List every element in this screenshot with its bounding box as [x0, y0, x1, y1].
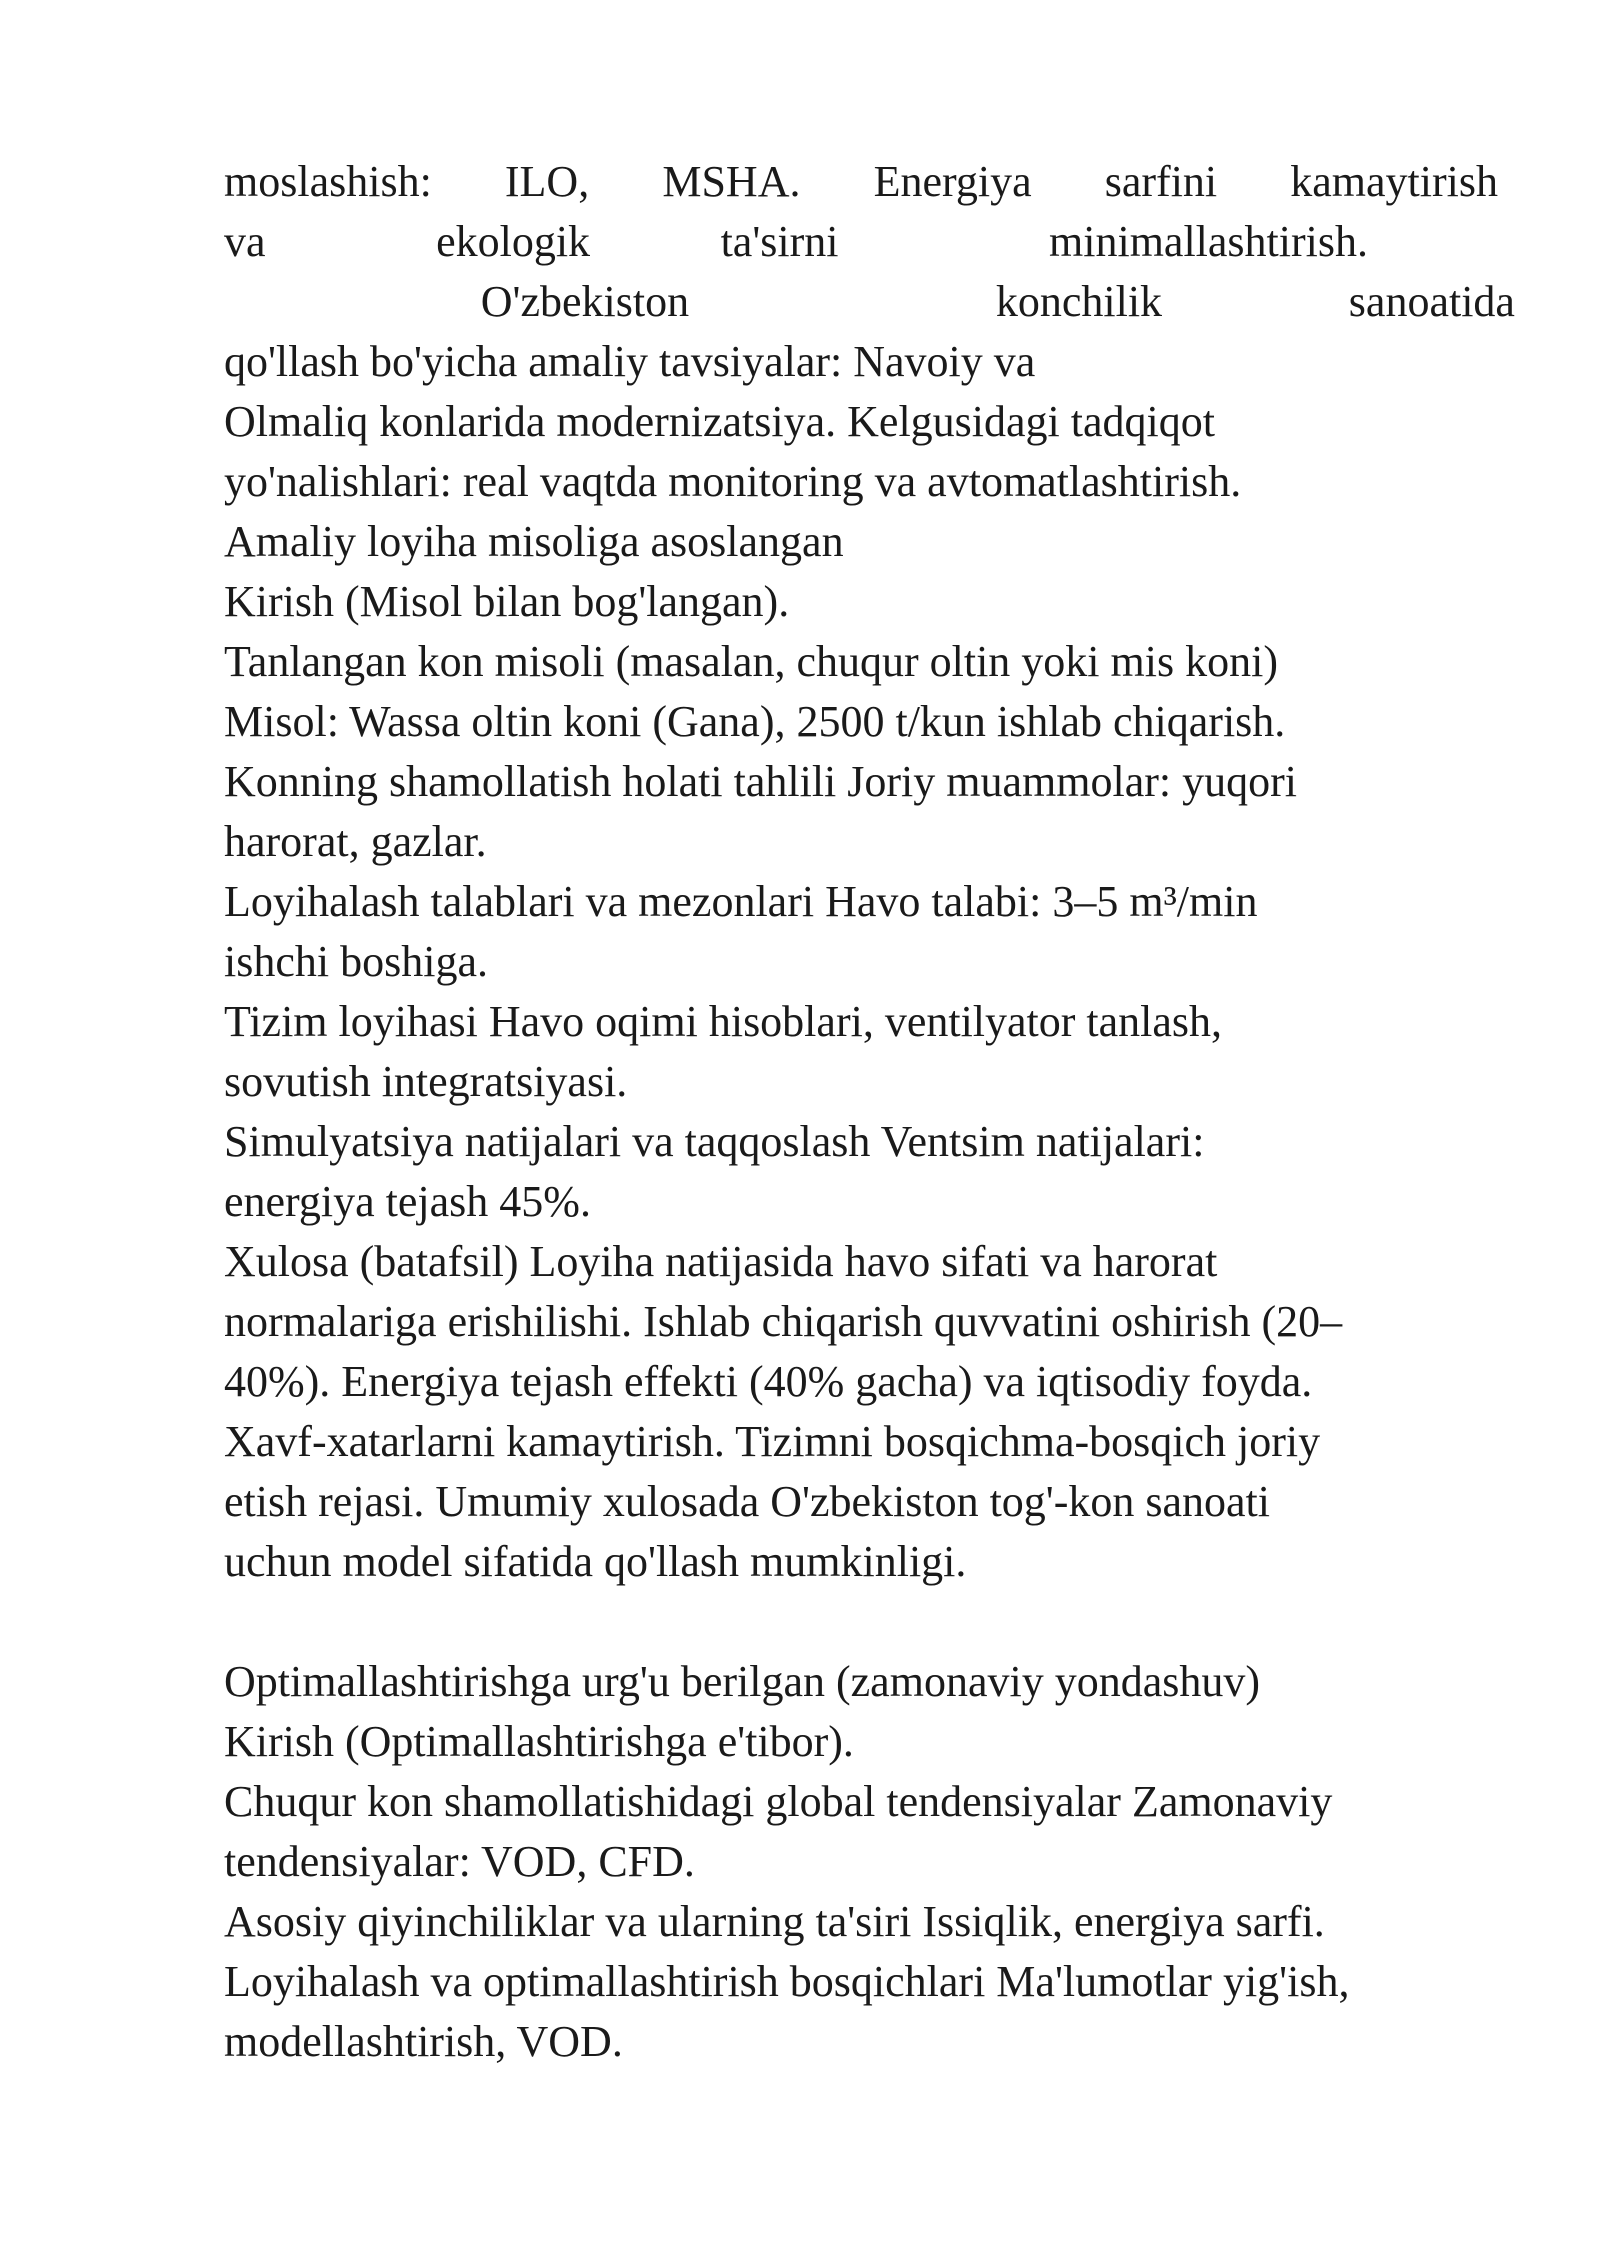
text-line: energiya tejash 45%. — [224, 1177, 591, 1226]
word: ta'sirni — [720, 217, 839, 266]
word: ILO, — [504, 157, 590, 206]
word: konchilik — [995, 277, 1163, 326]
text-line: ishchi boshiga. — [224, 937, 488, 986]
text-line: Olmaliq konlarida modernizatsiya. Kelgusidagi tadqiqot — [224, 397, 1215, 446]
text-line: Kirish (Optimallashtirishga e'tibor). — [224, 1717, 854, 1766]
document-body — [224, 152, 1524, 2072]
justified-line-1 — [224, 152, 1498, 212]
text-line: sovutish integratsiyasi. — [224, 1057, 628, 1106]
text-line: tendensiyalar: VOD, CFD. — [224, 1837, 695, 1886]
text-line: Loyihalash talablari va mezonlari Havo talabi: 3–5 m³/min — [224, 877, 1258, 926]
text-line: Kirish (Misol bilan bog'langan). — [224, 577, 790, 626]
paragraph-group-2 — [224, 1652, 1524, 2072]
text-line: Simulyatsiya natijalari va taqqoslash Ventsim natijalari: — [224, 1117, 1205, 1166]
text-line: Loyihalash va optimallashtirish bosqichlari Ma'lumotlar yig'ish, — [224, 1957, 1350, 2006]
word: moslashish: — [224, 157, 432, 206]
text-line: Optimallashtirishga urg'u berilgan (zamonaviy yondashuv) — [224, 1657, 1260, 1706]
word: minimallashtirish. — [1049, 217, 1368, 266]
word: MSHA. — [662, 157, 801, 206]
word: sarfini — [1104, 157, 1218, 206]
text-line: Misol: Wassa oltin koni (Gana), 2500 t/kun ishlab chiqarish. — [224, 697, 1286, 746]
text-line: Tanlangan kon misoli (masalan, chuqur oltin yoki mis koni) — [224, 637, 1278, 686]
text-line: Xulosa (batafsil) Loyiha natijasida havo sifati va harorat — [224, 1237, 1218, 1286]
text-line: Tizim loyihasi Havo oqimi hisoblari, ventilyator tanlash, — [224, 997, 1223, 1046]
justified-line-3 — [224, 272, 1515, 332]
text-line: 40%). Energiya tejash effekti (40% gacha) va iqtisodiy foyda. — [224, 1357, 1313, 1406]
word: ekologik — [436, 217, 591, 266]
text-line: modellashtirish, VOD. — [224, 2017, 623, 2066]
paragraph-group-1 — [224, 332, 1524, 1592]
justified-line-2 — [224, 212, 1368, 272]
text-line: yo'nalishlari: real vaqtda monitoring va avtomatlashtirish. — [224, 457, 1242, 506]
text-line: qo'llash bo'yicha amaliy tavsiyalar: Navoiy va — [224, 337, 1036, 386]
text-line: normalariga erishilishi. Ishlab chiqarish quvvatini oshirish (20– — [224, 1297, 1343, 1346]
text-line: Xavf-xatarlarni kamaytirish. Tizimni bosqichma-bosqich joriy — [224, 1417, 1321, 1466]
text-line: Amaliy loyiha misoliga asoslangan — [224, 517, 844, 566]
blank-line — [224, 1592, 1524, 1652]
line-indent — [224, 272, 414, 332]
word: O'zbekiston — [480, 277, 690, 326]
text-line: harorat, gazlar. — [224, 817, 487, 866]
text-line: uchun model sifatida qo'llash mumkinligi. — [224, 1537, 967, 1586]
text-line: etish rejasi. Umumiy xulosada O'zbekiston tog'-kon sanoati — [224, 1477, 1271, 1526]
text-line: Konning shamollatish holati tahlili Joriy muammolar: yuqori — [224, 757, 1297, 806]
word: kamaytirish — [1290, 157, 1498, 206]
word: va — [224, 217, 266, 266]
word: Energiya — [873, 157, 1032, 206]
text-line: Chuqur kon shamollatishidagi global tendensiyalar Zamonaviy — [224, 1777, 1333, 1826]
text-line: Asosiy qiyinchiliklar va ularning ta'siri Issiqlik, energiya sarfi. — [224, 1897, 1325, 1946]
word: sanoatida — [1348, 277, 1515, 326]
